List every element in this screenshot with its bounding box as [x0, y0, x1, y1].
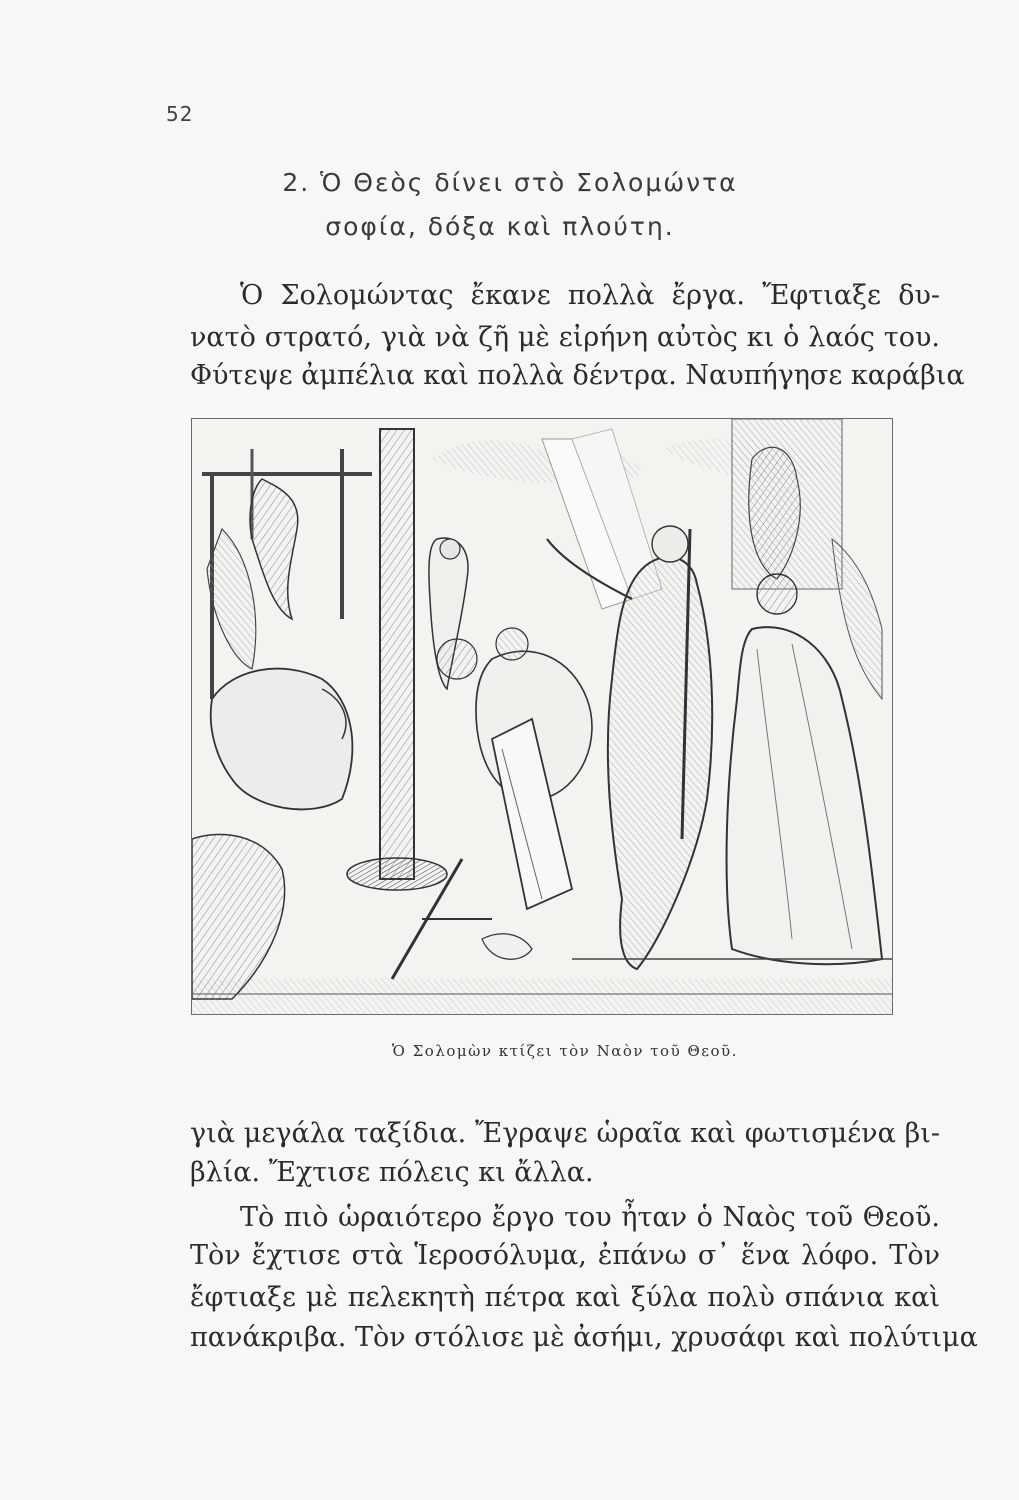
engraving-drawing — [192, 419, 892, 1014]
paragraph-2-line-1: γιὰ μεγάλα ταξίδια. Ἔγραψε ὡραῖα καὶ φωτισμένα βι- — [190, 1118, 940, 1149]
paragraph-1-line-1: Ὁ Σολομώντας ἔκανε πολλὰ ἔργα. Ἔφτιαξε δυ- — [240, 280, 940, 311]
section-heading-line-1: 2. Ὁ Θεὸς δίνει στὸ Σολομώντα — [282, 168, 738, 197]
paragraph-1-line-2: νατὸ στρατό, γιὰ νὰ ζῆ μὲ εἰρήνη αὐτὸς κι ὁ λαός του. — [190, 322, 940, 353]
paragraph-3-line-4: πανάκριβα. Τὸν στόλισε μὲ ἀσήμι, χρυσάφι καὶ πολύτιμα — [190, 1322, 978, 1353]
engraving-illustration — [191, 418, 893, 1015]
paragraph-2-line-2: βλία. Ἔχτισε πόλεις κι ἄλλα. — [190, 1157, 594, 1188]
paragraph-1-line-3: Φύτεψε ἀμπέλια καὶ πολλὰ δέντρα. Ναυπήγησε καράβια — [190, 360, 965, 391]
paragraph-3-line-1: Τὸ πιὸ ὡραιότερο ἔργο του ἦταν ὁ Ναὸς τοῦ Θεοῦ. — [240, 1202, 940, 1233]
paragraph-3-line-2: Τὸν ἔχτισε στὰ Ἱεροσόλυμα, ἐπάνω σ᾿ ἕνα λόφο. Τὸν — [190, 1240, 940, 1271]
figure-caption: Ὁ Σολομὼν κτίζει τὸν Ναὸν τοῦ Θεοῦ. — [392, 1042, 738, 1060]
paragraph-3-line-3: ἔφτιαξε μὲ πελεκητὴ πέτρα καὶ ξύλα πολὺ σπάνια καὶ — [190, 1282, 940, 1313]
page-number: 52 — [166, 102, 194, 126]
section-heading-line-2: σοφία, δόξα καὶ πλούτη. — [325, 212, 675, 241]
